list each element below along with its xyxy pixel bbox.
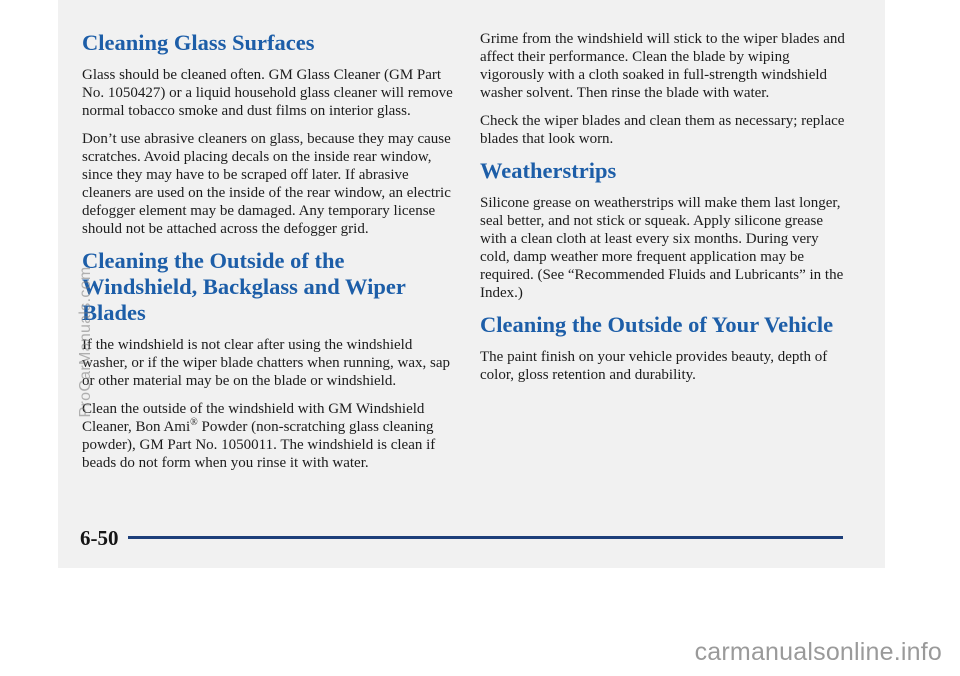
side-watermark: ProCarManuals.com [77,266,94,418]
heading-cleaning-vehicle-outside: Cleaning the Outside of Your Vehicle [480,312,834,337]
paragraph-windshield-not-clear: If the windshield is not clear after using the windshield washer, or if the wiper blade chatters when running, wax, sap or other material may be on the blade or windshield. [82,337,451,389]
paragraph-grime-wiper: Grime from the windshield will stick to the wiper blades and affect their performance. Clean the blade by wiping vigorously with a cloth soaked in full-strength windshield washer solvent. Then rinse the blade with water. [480,31,845,101]
paragraph-clean-windshield-outside [82,400,454,472]
text-segment: Powder (non-scratching glass cleaning powder), GM Part No. 1050011. The windshield is clean if beads do not form when you rinse it with water. [82,419,436,471]
registered-mark: ® [190,417,198,428]
paragraph-paint-finish: The paint finish on your vehicle provides beauty, depth of color, gloss retention and durability. [480,349,828,383]
footer-rule [128,536,843,539]
right-column [480,30,845,394]
paragraph-weatherstrips: Silicone grease on weatherstrips will make them last longer, seal better, and not stick or squeak. Apply silicone grease with a clean cloth at least every six months. During very cold, damp weather more frequent application may be required. (See “Recommended Fluids and Lubricants” in the Index.) [480,195,844,301]
text-segment: Clean the outside of the windshield with GM Windshield Cleaner, Bon Ami [82,401,425,435]
paragraph-abrasive-cleaners: Don’t use abrasive cleaners on glass, because they may cause scratches. Avoid placing decals on the inside rear window, since they may have to be scraped off later. If abrasive cleaners are used on the inside of the rear window, an electric defogger element may be damaged. Any temporary license should not be attached across the defogger grid. [82,131,451,237]
heading-weatherstrips: Weatherstrips [480,158,617,183]
left-column [82,30,454,482]
paragraph-check-wiper-blades: Check the wiper blades and clean them as necessary; replace blades that look worn. [480,113,845,147]
heading-cleaning-windshield: Cleaning the Outside of the Windshield, Backglass and Wiper Blades [82,248,406,325]
heading-cleaning-glass-surfaces: Cleaning Glass Surfaces [82,30,315,55]
page-number: 6-50 [80,526,119,550]
paragraph-glass-cleaning: Glass should be cleaned often. GM Glass Cleaner (GM Part No. 1050427) or a liquid household glass cleaner will remove normal tobacco smoke and dust films on interior glass. [82,67,453,119]
bottom-watermark: carmanualsonline.info [694,638,942,666]
